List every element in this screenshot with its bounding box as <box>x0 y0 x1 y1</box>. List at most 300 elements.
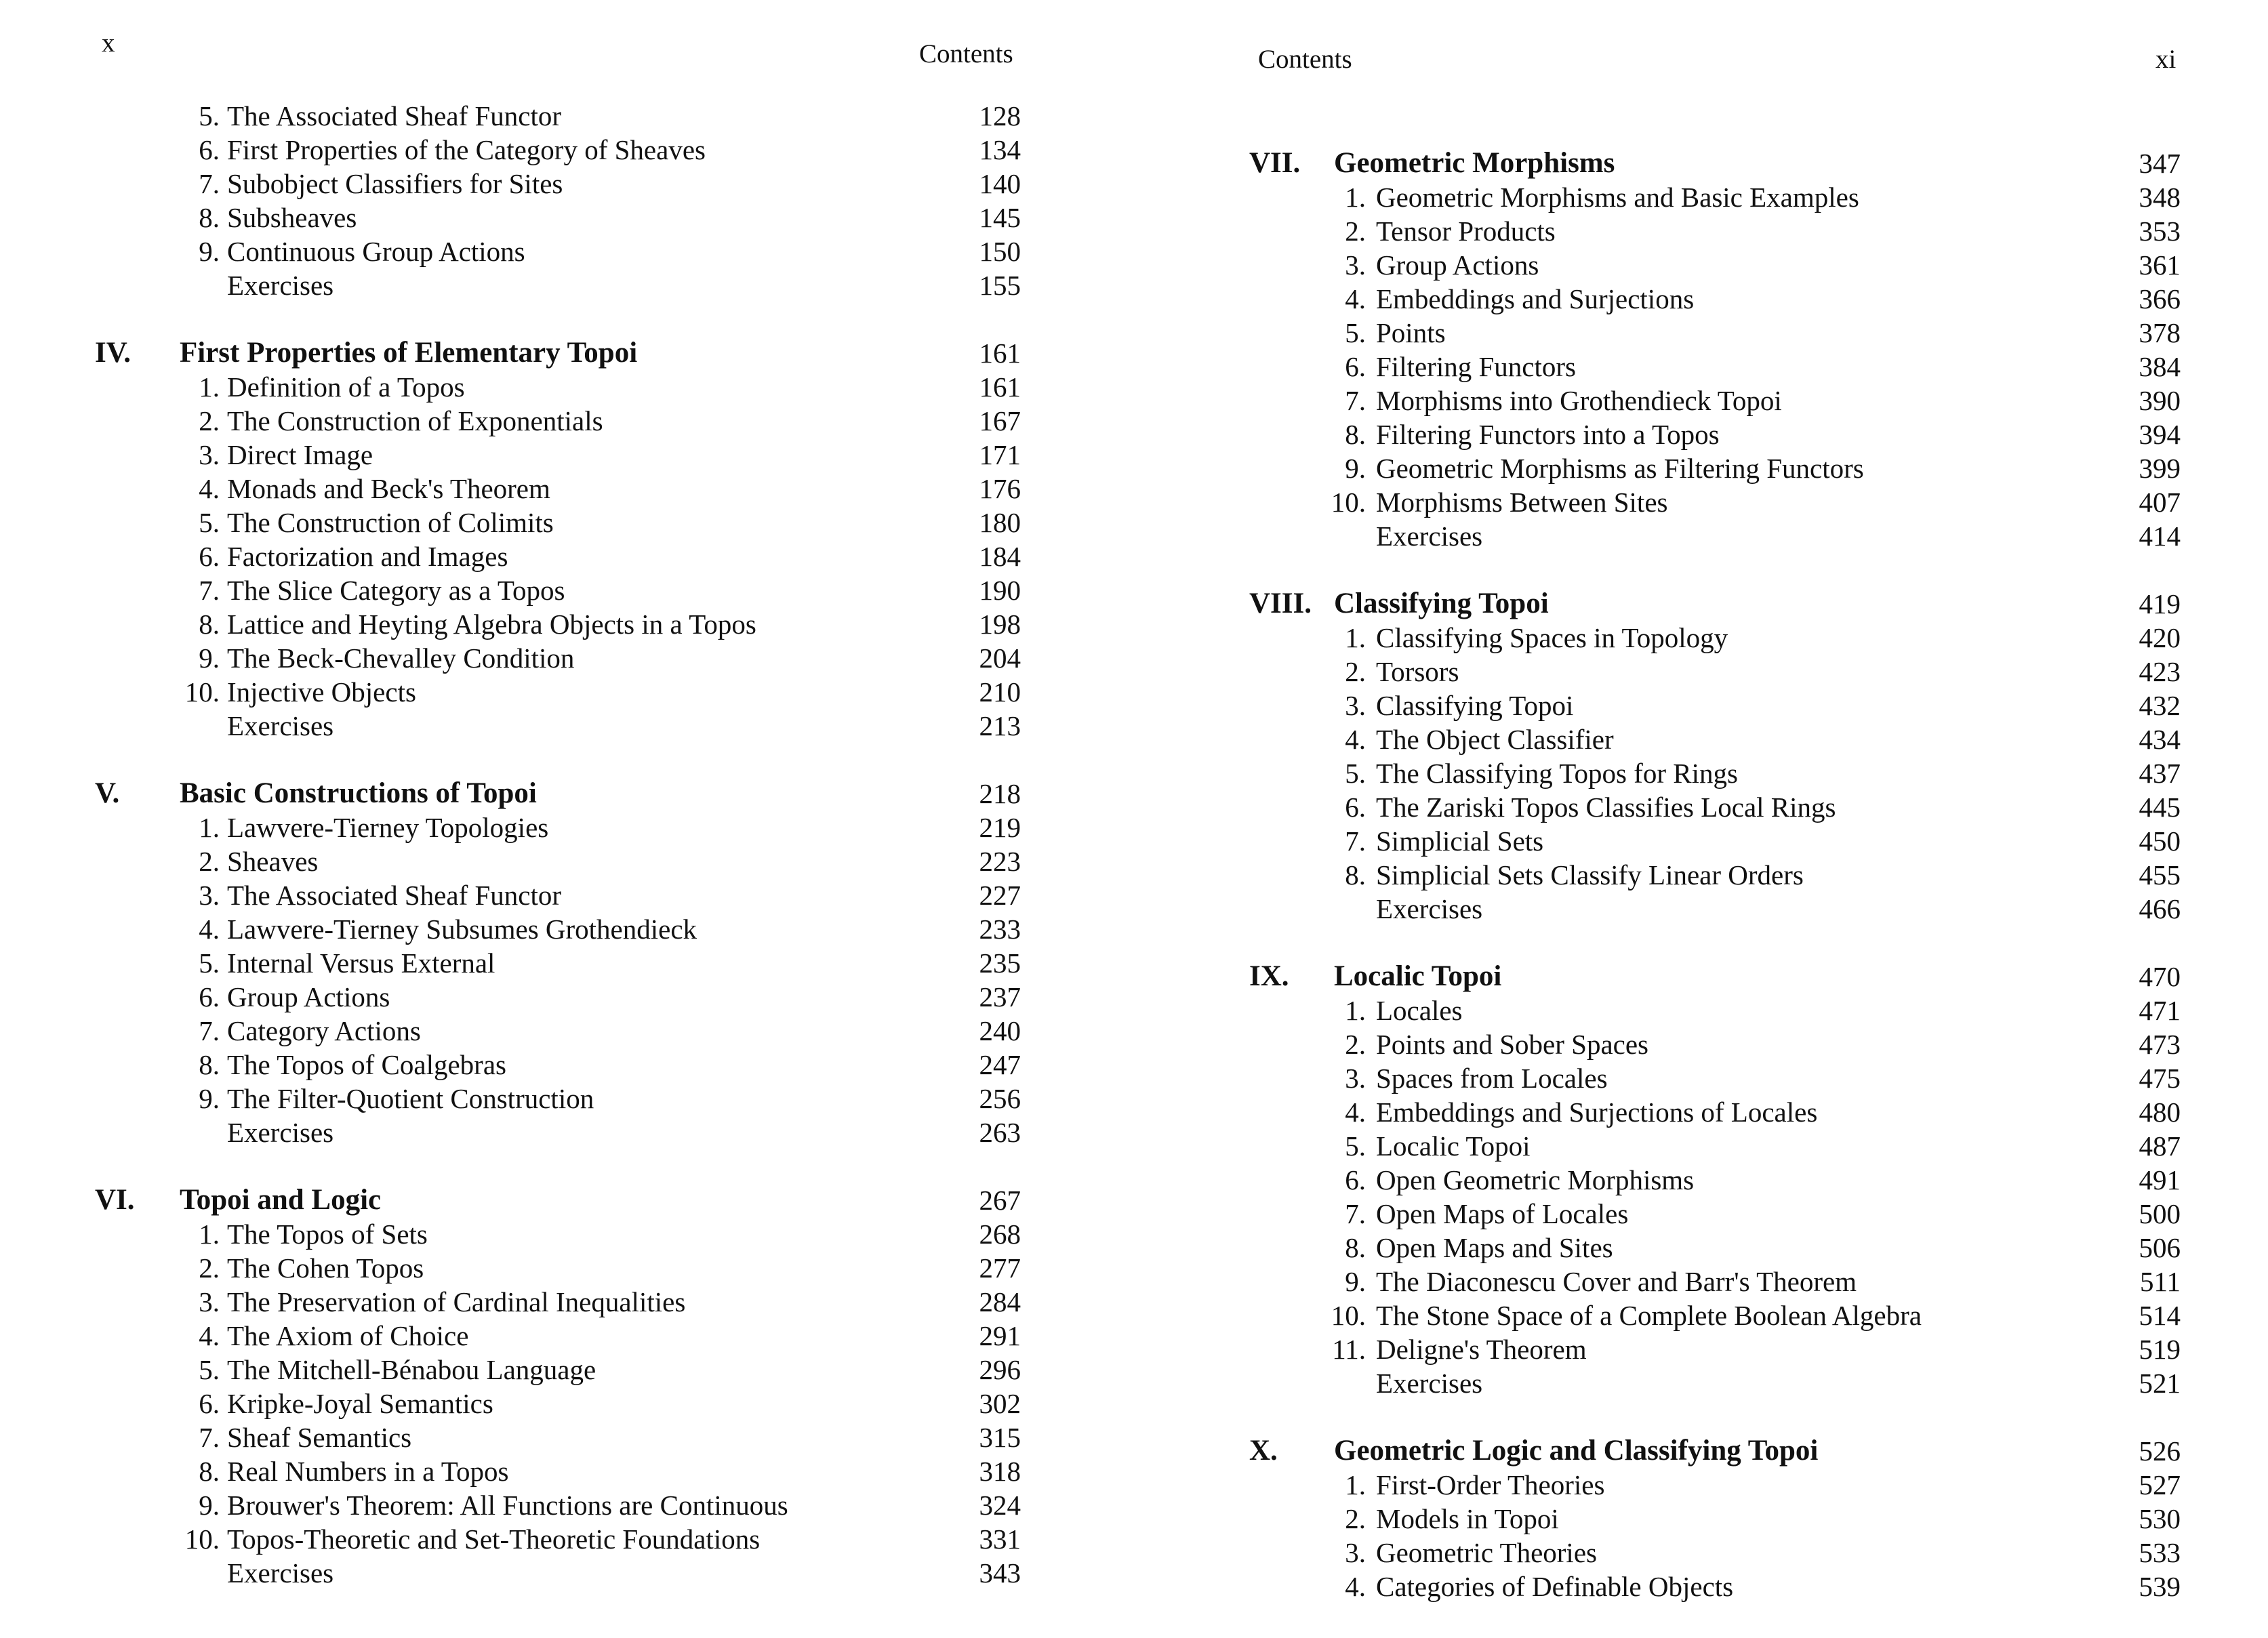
section-title: Models in Topoi <box>1376 1503 1559 1534</box>
section-title: The Beck-Chevalley Condition <box>227 642 575 674</box>
section-number: 11. <box>1332 1334 1366 1365</box>
toc-section-entry <box>1249 1061 2181 1095</box>
section-title: Direct Image <box>227 439 373 470</box>
section-title: Open Geometric Morphisms <box>1376 1164 1695 1195</box>
toc-section-entry <box>81 573 1021 607</box>
section-number: 10. <box>1331 1300 1366 1331</box>
section-title: Deligne's Theorem <box>1376 1334 1587 1365</box>
section-title: Locales <box>1376 995 1463 1026</box>
page-number: 384 <box>2139 351 2181 382</box>
page-number: 423 <box>2139 656 2181 687</box>
section-title: Geometric Morphisms and Basic Examples <box>1376 182 1859 213</box>
toc-section-entry <box>81 1319 1021 1353</box>
section-number: 3. <box>199 880 220 911</box>
toc-spacer <box>81 302 1021 336</box>
toc-section-entry <box>1249 994 2181 1027</box>
toc-spacer <box>81 1149 1021 1183</box>
page-number: 263 <box>979 1117 1021 1148</box>
section-title: Continuous Group Actions <box>227 236 525 267</box>
page-number: 140 <box>979 168 1021 199</box>
toc-section-entry <box>81 1387 1021 1420</box>
page-number: 233 <box>979 914 1021 945</box>
chapter-number: IX. <box>1249 960 1289 992</box>
page-number: 491 <box>2139 1164 2181 1195</box>
chapter-number: X. <box>1249 1435 1278 1467</box>
chapter-number: V. <box>95 777 120 809</box>
section-number: 7. <box>199 1015 220 1046</box>
section-number: 6. <box>199 541 220 572</box>
section-title: Kripke-Joyal Semantics <box>227 1388 493 1419</box>
section-number: 9. <box>199 642 220 674</box>
toc-section-entry <box>81 370 1021 404</box>
section-title: Exercises <box>227 1117 334 1148</box>
page-number: 268 <box>979 1219 1021 1250</box>
section-number: 4. <box>199 473 220 504</box>
toc-section-entry <box>81 506 1021 539</box>
page-number: 390 <box>2139 385 2181 416</box>
section-number: 5. <box>1345 758 1366 789</box>
section-title: Sheaf Semantics <box>227 1422 412 1453</box>
page-number: 171 <box>979 439 1021 470</box>
toc-exercises-entry <box>81 268 1021 302</box>
toc-section-entry <box>81 844 1021 878</box>
section-title: The Axiom of Choice <box>227 1320 469 1351</box>
section-title: Exercises <box>227 710 334 741</box>
toc-section-entry <box>1249 1129 2181 1163</box>
section-number: 5. <box>1345 317 1366 348</box>
chapter-number: VI. <box>95 1184 135 1216</box>
section-title: The Zariski Topos Classifies Local Rings <box>1376 792 1836 823</box>
chapter-title: Classifying Topoi <box>1334 588 1549 619</box>
toc-section-entry <box>81 1251 1021 1285</box>
page-number: 378 <box>2139 317 2181 348</box>
page-number: 399 <box>2139 453 2181 484</box>
toc-section-entry <box>1249 417 2181 451</box>
page-number: 204 <box>979 642 1021 674</box>
section-number: 6. <box>1345 1164 1366 1195</box>
section-title: Simplicial Sets Classify Linear Orders <box>1376 859 1804 890</box>
page-number: 420 <box>2139 622 2181 653</box>
page-number: 134 <box>979 134 1021 165</box>
page-number: 530 <box>2139 1503 2181 1534</box>
section-number: 4. <box>1345 724 1366 755</box>
toc-section-entry <box>81 1014 1021 1048</box>
section-title: Monads and Beck's Theorem <box>227 473 550 504</box>
section-title: Filtering Functors into a Topos <box>1376 419 1720 450</box>
section-number: 7. <box>1345 825 1366 857</box>
page-number: 145 <box>979 202 1021 233</box>
page-number: 475 <box>2139 1063 2181 1094</box>
toc-section-entry <box>1249 1536 2181 1570</box>
toc-section-entry <box>1249 350 2181 384</box>
running-head: Contents <box>1258 45 1352 74</box>
section-number: 2. <box>199 1252 220 1284</box>
section-number: 10. <box>184 1523 220 1555</box>
toc-chapter-entry <box>1249 146 2181 180</box>
page-number: 237 <box>979 981 1021 1012</box>
page-number: 353 <box>2139 216 2181 247</box>
section-title: Group Actions <box>1376 249 1539 281</box>
section-number: 8. <box>199 1456 220 1487</box>
toc-section-entry <box>1249 689 2181 722</box>
toc-spacer <box>81 743 1021 777</box>
section-number: 9. <box>199 236 220 267</box>
section-number: 5. <box>199 507 220 538</box>
section-title: Open Maps of Locales <box>1376 1198 1629 1229</box>
toc-section-entry <box>81 1048 1021 1082</box>
page-number: 315 <box>979 1422 1021 1453</box>
section-number: 7. <box>1345 385 1366 416</box>
section-number: 1. <box>199 1219 220 1250</box>
toc-spacer <box>1249 553 2181 587</box>
page-number: 176 <box>979 473 1021 504</box>
toc-section-entry <box>1249 621 2181 655</box>
page-number: 521 <box>2139 1368 2181 1399</box>
section-title: Exercises <box>1376 893 1483 924</box>
toc-section-entry <box>81 404 1021 438</box>
page-number: 219 <box>979 812 1021 843</box>
page-number: 519 <box>2139 1334 2181 1365</box>
chapter-title: Geometric Morphisms <box>1334 147 1615 179</box>
toc-section-entry <box>81 811 1021 844</box>
toc-chapter-entry <box>81 1183 1021 1217</box>
toc-exercises-entry <box>81 1556 1021 1590</box>
section-number: 7. <box>199 168 220 199</box>
page-number: 150 <box>979 236 1021 267</box>
section-title: The Classifying Topos for Rings <box>1376 758 1738 789</box>
section-number: 4. <box>1345 1571 1366 1602</box>
chapter-title: Topoi and Logic <box>180 1184 382 1216</box>
page-number: 247 <box>979 1049 1021 1080</box>
toc-section-entry <box>81 99 1021 133</box>
section-number: 10. <box>184 676 220 708</box>
section-title: Injective Objects <box>227 676 416 708</box>
section-number: 1. <box>1345 182 1366 213</box>
section-title: Embeddings and Surjections <box>1376 283 1695 314</box>
page-number: 445 <box>2139 792 2181 823</box>
toc-chapter-entry <box>1249 960 2181 994</box>
section-title: The Stone Space of a Complete Boolean Algebra <box>1376 1300 1922 1331</box>
page-number: 218 <box>979 778 1021 809</box>
section-title: Category Actions <box>227 1015 421 1046</box>
toc-list <box>1249 146 2181 1603</box>
page-number: 198 <box>979 609 1021 640</box>
page-number: 533 <box>2139 1537 2181 1568</box>
right-page <box>1134 0 2268 1638</box>
section-title: Open Maps and Sites <box>1376 1232 1613 1263</box>
section-number: 1. <box>1345 995 1366 1026</box>
section-number: 1. <box>199 371 220 403</box>
section-title: Torsors <box>1376 656 1459 687</box>
section-number: 3. <box>199 1286 220 1317</box>
section-title: Morphisms Between Sites <box>1376 487 1668 518</box>
page-number: 480 <box>2139 1097 2181 1128</box>
toc-section-entry <box>1249 485 2181 519</box>
page-number: 296 <box>979 1354 1021 1385</box>
section-title: Simplicial Sets <box>1376 825 1544 857</box>
chapter-title: First Properties of Elementary Topoi <box>180 337 638 369</box>
page-number: 227 <box>979 880 1021 911</box>
page-number: 324 <box>979 1490 1021 1521</box>
section-title: The Mitchell-Bénabou Language <box>227 1354 596 1385</box>
section-number: 7. <box>199 1422 220 1453</box>
toc-section-entry <box>81 1217 1021 1251</box>
chapter-number: VII. <box>1249 147 1301 179</box>
section-title: Lawvere-Tierney Topologies <box>227 812 549 843</box>
page-number: 210 <box>979 676 1021 708</box>
section-number: 3. <box>1345 690 1366 721</box>
toc-section-entry <box>81 438 1021 472</box>
section-title: Factorization and Images <box>227 541 508 572</box>
toc-section-entry <box>1249 1298 2181 1332</box>
page-number: 526 <box>2139 1435 2181 1467</box>
section-number: 9. <box>1345 453 1366 484</box>
toc-section-entry <box>1249 1570 2181 1603</box>
section-title: Lawvere-Tierney Subsumes Grothendieck <box>227 914 697 945</box>
toc-section-entry <box>1249 1027 2181 1061</box>
page-number: 466 <box>2139 893 2181 924</box>
section-title: Categories of Definable Objects <box>1376 1571 1734 1602</box>
page-number: 277 <box>979 1252 1021 1284</box>
page-number: 347 <box>2139 148 2181 179</box>
page-number: 284 <box>979 1286 1021 1317</box>
section-number: 8. <box>1345 859 1366 890</box>
toc-section-entry <box>81 1454 1021 1488</box>
page-number: 366 <box>2139 283 2181 314</box>
section-number: 2. <box>1345 1029 1366 1060</box>
section-title: Classifying Spaces in Topology <box>1376 622 1728 653</box>
section-number: 3. <box>1345 1537 1366 1568</box>
toc-section-entry <box>81 1522 1021 1556</box>
page-number: 190 <box>979 575 1021 606</box>
section-title: Real Numbers in a Topos <box>227 1456 509 1487</box>
section-title: The Cohen Topos <box>227 1252 424 1284</box>
section-title: Filtering Functors <box>1376 351 1576 382</box>
toc-section-entry <box>81 472 1021 506</box>
page-number: 361 <box>2139 249 2181 281</box>
chapter-number: IV. <box>95 337 131 369</box>
section-title: Embeddings and Surjections of Locales <box>1376 1097 1818 1128</box>
chapter-number: VIII. <box>1249 588 1312 619</box>
toc-section-entry <box>1249 248 2181 282</box>
toc-section-entry <box>1249 1163 2181 1197</box>
page-number: 500 <box>2139 1198 2181 1229</box>
page-number: 511 <box>2140 1266 2181 1297</box>
toc-section-entry <box>81 675 1021 709</box>
section-number: 8. <box>199 609 220 640</box>
page-number: 213 <box>979 710 1021 741</box>
toc-section-entry <box>1249 858 2181 892</box>
toc-section-entry <box>1249 282 2181 316</box>
toc-chapter-entry <box>81 777 1021 811</box>
toc-section-entry <box>1249 824 2181 858</box>
page-number: 343 <box>979 1557 1021 1589</box>
section-title: Exercises <box>227 270 334 301</box>
section-number: 4. <box>1345 283 1366 314</box>
page-number: 470 <box>2139 961 2181 992</box>
section-title: The Slice Category as a Topos <box>227 575 565 606</box>
section-number: 9. <box>1345 1266 1366 1297</box>
section-number: 4. <box>199 914 220 945</box>
page-number: 527 <box>2139 1469 2181 1500</box>
section-number: 6. <box>1345 792 1366 823</box>
section-number: 4. <box>1345 1097 1366 1128</box>
section-title: Lattice and Heyting Algebra Objects in a Topos <box>227 609 756 640</box>
toc-section-entry <box>1249 214 2181 248</box>
page-number: 419 <box>2139 588 2181 619</box>
section-title: Internal Versus External <box>227 947 495 979</box>
chapter-title: Basic Constructions of Topoi <box>180 777 537 809</box>
section-title: Group Actions <box>227 981 390 1012</box>
toc-section-entry <box>1249 180 2181 214</box>
page-folio: x <box>102 28 115 58</box>
section-title: Subobject Classifiers for Sites <box>227 168 563 199</box>
section-title: Geometric Morphisms as Filtering Functors <box>1376 453 1864 484</box>
toc-section-entry <box>81 946 1021 980</box>
section-number: 2. <box>1345 656 1366 687</box>
toc-section-entry <box>81 539 1021 573</box>
section-title: Exercises <box>1376 520 1483 552</box>
page-number: 506 <box>2139 1232 2181 1263</box>
section-title: The Associated Sheaf Functor <box>227 880 562 911</box>
section-title: Brouwer's Theorem: All Functions are Continuous <box>227 1490 788 1521</box>
page-number: 487 <box>2139 1130 2181 1162</box>
section-number: 6. <box>1345 351 1366 382</box>
page-number: 223 <box>979 846 1021 877</box>
chapter-title: Localic Topoi <box>1334 960 1502 992</box>
toc-section-entry <box>1249 756 2181 790</box>
section-number: 8. <box>199 1049 220 1080</box>
chapter-title: Geometric Logic and Classifying Topoi <box>1334 1435 1819 1467</box>
toc-section-entry <box>1249 1095 2181 1129</box>
section-title: The Preservation of Cardinal Inequalities <box>227 1286 686 1317</box>
section-number: 2. <box>199 405 220 436</box>
section-number: 9. <box>199 1083 220 1114</box>
page-number: 161 <box>979 371 1021 403</box>
toc-chapter-entry <box>1249 587 2181 621</box>
section-number: 3. <box>1345 1063 1366 1094</box>
toc-chapter-entry <box>1249 1434 2181 1468</box>
section-number: 1. <box>1345 622 1366 653</box>
section-title: Tensor Products <box>1376 216 1556 247</box>
toc-section-entry <box>1249 1265 2181 1298</box>
section-title: Exercises <box>227 1557 334 1589</box>
section-number: 6. <box>199 1388 220 1419</box>
page-number: 161 <box>979 337 1021 369</box>
section-title: Morphisms into Grothendieck Topoi <box>1376 385 1782 416</box>
page-number: 514 <box>2139 1300 2181 1331</box>
page-number: 473 <box>2139 1029 2181 1060</box>
page-number: 471 <box>2139 995 2181 1026</box>
section-title: Definition of a Topos <box>227 371 465 403</box>
toc-section-entry <box>1249 451 2181 485</box>
section-number: 6. <box>199 981 220 1012</box>
toc-exercises-entry <box>81 1115 1021 1149</box>
page-number: 407 <box>2139 487 2181 518</box>
toc-section-entry <box>1249 1231 2181 1265</box>
toc-section-entry <box>81 1353 1021 1387</box>
section-number: 8. <box>199 202 220 233</box>
toc-list <box>81 99 1021 1590</box>
toc-section-entry <box>81 133 1021 167</box>
toc-section-entry <box>1249 316 2181 350</box>
section-number: 1. <box>1345 1469 1366 1500</box>
section-title: The Construction of Colimits <box>227 507 554 538</box>
section-number: 2. <box>1345 216 1366 247</box>
toc-section-entry <box>1249 384 2181 417</box>
toc-section-entry <box>81 1082 1021 1115</box>
toc-section-entry <box>81 234 1021 268</box>
section-title: Topos-Theoretic and Set-Theoretic Foundations <box>227 1523 761 1555</box>
page-number: 267 <box>979 1185 1021 1216</box>
page-number: 450 <box>2139 825 2181 857</box>
toc-section-entry <box>81 641 1021 675</box>
toc-section-entry <box>1249 1468 2181 1502</box>
section-title: The Topos of Sets <box>227 1219 428 1250</box>
page-number: 434 <box>2139 724 2181 755</box>
page-number: 539 <box>2139 1571 2181 1602</box>
toc-section-entry <box>81 980 1021 1014</box>
section-number: 3. <box>199 439 220 470</box>
section-title: Geometric Theories <box>1376 1537 1597 1568</box>
section-number: 10. <box>1331 487 1366 518</box>
section-number: 3. <box>1345 249 1366 281</box>
page-number: 331 <box>979 1523 1021 1555</box>
section-title: Spaces from Locales <box>1376 1063 1608 1094</box>
page-number: 318 <box>979 1456 1021 1487</box>
section-number: 5. <box>199 1354 220 1385</box>
section-number: 6. <box>199 134 220 165</box>
page-number: 180 <box>979 507 1021 538</box>
toc-section-entry <box>1249 1332 2181 1366</box>
section-title: The Associated Sheaf Functor <box>227 100 562 131</box>
page-number: 414 <box>2139 520 2181 552</box>
toc-section-entry <box>1249 1197 2181 1231</box>
page-number: 437 <box>2139 758 2181 789</box>
page-number: 184 <box>979 541 1021 572</box>
page-number: 167 <box>979 405 1021 436</box>
page-number: 240 <box>979 1015 1021 1046</box>
section-title: The Topos of Coalgebras <box>227 1049 506 1080</box>
section-title: Exercises <box>1376 1368 1483 1399</box>
toc-spacer <box>1249 926 2181 960</box>
page-number: 455 <box>2139 859 2181 890</box>
section-number: 2. <box>1345 1503 1366 1534</box>
toc-section-entry <box>81 912 1021 946</box>
toc-section-entry <box>1249 655 2181 689</box>
page-number: 432 <box>2139 690 2181 721</box>
section-number: 7. <box>199 575 220 606</box>
toc-section-entry <box>81 1488 1021 1522</box>
section-title: First-Order Theories <box>1376 1469 1605 1500</box>
toc-section-entry <box>1249 722 2181 756</box>
section-number: 5. <box>199 100 220 131</box>
page-number: 348 <box>2139 182 2181 213</box>
section-number: 4. <box>199 1320 220 1351</box>
running-head: Contents <box>919 39 1013 68</box>
toc-section-entry <box>81 1420 1021 1454</box>
section-title: Points and Sober Spaces <box>1376 1029 1648 1060</box>
page-number: 235 <box>979 947 1021 979</box>
section-title: The Filter-Quotient Construction <box>227 1083 594 1114</box>
section-title: Sheaves <box>227 846 319 877</box>
section-title: Classifying Topoi <box>1376 690 1574 721</box>
section-number: 7. <box>1345 1198 1366 1229</box>
page-number: 394 <box>2139 419 2181 450</box>
section-number: 5. <box>199 947 220 979</box>
toc-section-entry <box>1249 1502 2181 1536</box>
section-title: Points <box>1376 317 1446 348</box>
